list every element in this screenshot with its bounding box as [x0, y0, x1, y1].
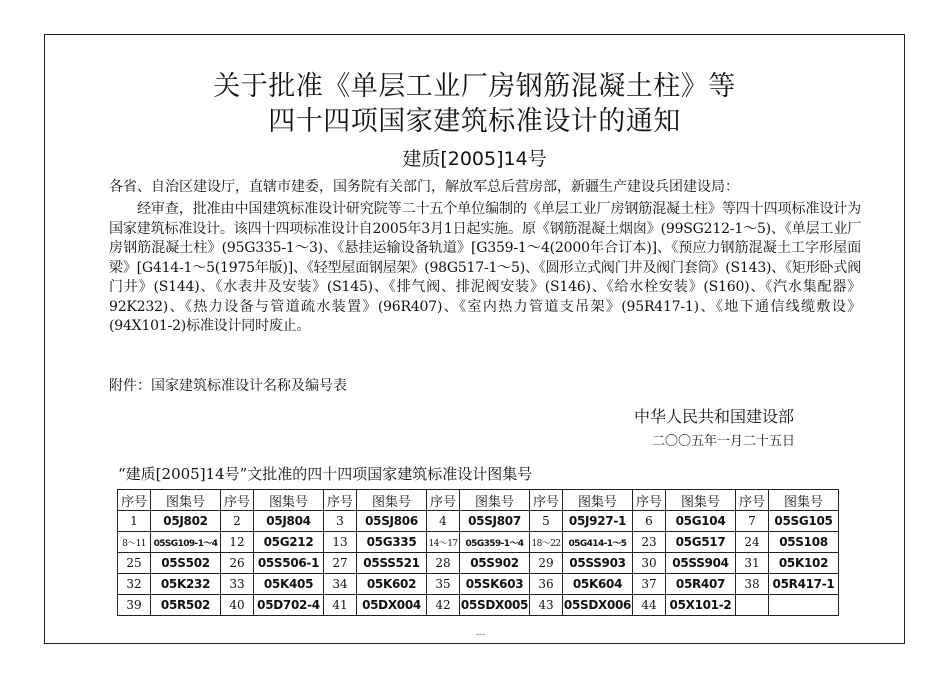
table-row: [118, 532, 839, 553]
seq-cell: 7: [736, 511, 769, 532]
seq-cell: 35: [427, 574, 460, 595]
seq-cell: 38: [736, 574, 769, 595]
seq-cell: 13: [324, 532, 357, 553]
atlas-code-cell: 05G104: [666, 511, 736, 532]
seq-cell: 40: [221, 595, 254, 616]
header-seq: 序号: [427, 490, 460, 511]
header-code: 图集号: [254, 490, 324, 511]
atlas-code-cell: 05SJ806: [357, 511, 427, 532]
seq-cell: [736, 595, 769, 616]
seq-cell: 23: [633, 532, 666, 553]
seq-cell: 39: [118, 595, 151, 616]
seq-cell: 43: [530, 595, 563, 616]
atlas-code-cell: 05SS904: [666, 553, 736, 574]
atlas-code-cell: 05SG109-1～4: [151, 532, 221, 553]
header-seq: 序号: [221, 490, 254, 511]
atlas-code-cell: 05K405: [254, 574, 324, 595]
atlas-code-cell: 05J804: [254, 511, 324, 532]
table-header-row: [118, 490, 839, 511]
atlas-code-cell: 05S108: [769, 532, 839, 553]
seq-cell: 12: [221, 532, 254, 553]
atlas-code-cell: 05J927-1: [563, 511, 633, 532]
header-seq: 序号: [633, 490, 666, 511]
atlas-code-cell: 05SS521: [357, 553, 427, 574]
seq-cell: 32: [118, 574, 151, 595]
header-seq: 序号: [530, 490, 563, 511]
atlas-code-cell: 05K602: [357, 574, 427, 595]
atlas-code-cell: 05SG105: [769, 511, 839, 532]
table-row: [118, 511, 839, 532]
seq-cell: 42: [427, 595, 460, 616]
atlas-code-cell: 05R502: [151, 595, 221, 616]
atlas-code-cell: 05SS903: [563, 553, 633, 574]
atlas-code-cell: 05SDX006: [563, 595, 633, 616]
header-code: 图集号: [769, 490, 839, 511]
seq-cell: 25: [118, 553, 151, 574]
atlas-code-cell: 05R407: [666, 574, 736, 595]
recipients-line: 各省、自治区建设厅，直辖市建委，国务院有关部门，解放军总后营房部，新疆生产建设兵团建设局：: [109, 179, 739, 195]
issue-date: 二〇〇五年一月二十五日: [652, 434, 796, 449]
atlas-code-cell: 05SK603: [460, 574, 530, 595]
page-mark: ---: [476, 630, 486, 640]
atlas-code-cell: 05K102: [769, 553, 839, 574]
table-row: [118, 595, 839, 616]
seq-cell: 26: [221, 553, 254, 574]
seq-cell: 6: [633, 511, 666, 532]
notice-title-line2: 四十四项国家建筑标准设计的通知: [268, 106, 681, 137]
header-seq: 序号: [324, 490, 357, 511]
atlas-code-cell: 05S502: [151, 553, 221, 574]
document-number: 建质[2005]14号: [402, 148, 547, 170]
atlas-code-cell: [769, 595, 839, 616]
table-row: [118, 574, 839, 595]
atlas-code-cell: 05D702-4: [254, 595, 324, 616]
atlas-code-cell: 05J802: [151, 511, 221, 532]
seq-cell: 2: [221, 511, 254, 532]
atlas-code-cell: 05S902: [460, 553, 530, 574]
header-seq: 序号: [736, 490, 769, 511]
atlas-code-cell: 05S506-1: [254, 553, 324, 574]
seq-cell: 1: [118, 511, 151, 532]
atlas-code-cell: 05G212: [254, 532, 324, 553]
header-code: 图集号: [460, 490, 530, 511]
table-caption: “建质[2005]14号”文批准的四十四项国家建筑标准设计图集号: [118, 465, 533, 483]
seq-cell: 36: [530, 574, 563, 595]
table-row: [118, 553, 839, 574]
seq-cell: 37: [633, 574, 666, 595]
header-seq: 序号: [118, 490, 151, 511]
header-code: 图集号: [563, 490, 633, 511]
atlas-code-cell: 05R417-1: [769, 574, 839, 595]
atlas-code-cell: 05X101-2: [666, 595, 736, 616]
seq-cell: 29: [530, 553, 563, 574]
seq-cell: 27: [324, 553, 357, 574]
seq-cell: 30: [633, 553, 666, 574]
seq-cell: 24: [736, 532, 769, 553]
atlas-code-cell: 05SDX005: [460, 595, 530, 616]
atlas-code-cell: 05DX004: [357, 595, 427, 616]
seq-cell: 28: [427, 553, 460, 574]
atlas-code-cell: 05G517: [666, 532, 736, 553]
atlas-code-cell: 05G414-1～5: [563, 532, 633, 553]
seq-cell: 41: [324, 595, 357, 616]
seq-cell: 44: [633, 595, 666, 616]
atlas-number-table: [117, 489, 839, 616]
seq-cell: 31: [736, 553, 769, 574]
seq-cell: 33: [221, 574, 254, 595]
header-code: 图集号: [666, 490, 736, 511]
seq-cell: 8～11: [118, 532, 151, 553]
atlas-code-cell: 05G335: [357, 532, 427, 553]
seq-cell: 3: [324, 511, 357, 532]
atlas-code-cell: 05K232: [151, 574, 221, 595]
notice-body: 经审查，批准由中国建筑标准设计研究院等二十五个单位编制的《单层工业厂房钢筋混凝土柱》等四十四项标准设计为国家建筑标准设计。该四十四项标准设计自2005年3月1日起实施。原《钢筋混凝土烟囱》(99SG212-1～5)、《单层工业厂房钢筋混凝土柱》(95G335-1～3)、《悬挂运输设备轨道》[G359-1～4(2000年合订本)]、《预应力钢筋混凝土工字形屋面梁》[G414-1～5(1975年版)]、《轻型屋面钢屋架》(98G517-1～5)、《圆形立式阀门井及阀门套筒》(S143)、《矩形卧式阀门井》(S144)、《水表井及安装》(S145)、《排气阀、排泥阀安装》(S146)、《给水栓安装》(S160)、《汽水集配器》92K232)、《热力设备与管道疏水装置》(96R407)、《室内热力管道支吊架》(95R417-1)、《地下通信线缆敷设》(94X101-2)标准设计同时废止。: [109, 201, 861, 334]
attachment-line: 附件：国家建筑标准设计名称及编号表: [109, 378, 347, 394]
header-code: 图集号: [357, 490, 427, 511]
seq-cell: 4: [427, 511, 460, 532]
seq-cell: 5: [530, 511, 563, 532]
issuer-name: 中华人民共和国建设部: [634, 407, 795, 426]
header-code: 图集号: [151, 490, 221, 511]
atlas-code-cell: 05SJ807: [460, 511, 530, 532]
atlas-code-cell: 05K604: [563, 574, 633, 595]
seq-cell: 18～22: [530, 532, 563, 553]
seq-cell: 34: [324, 574, 357, 595]
seq-cell: 14～17: [427, 532, 460, 553]
notice-title-line1: 关于批准《单层工业厂房钢筋混凝土柱》等: [213, 71, 736, 102]
atlas-code-cell: 05G359-1～4: [460, 532, 530, 553]
